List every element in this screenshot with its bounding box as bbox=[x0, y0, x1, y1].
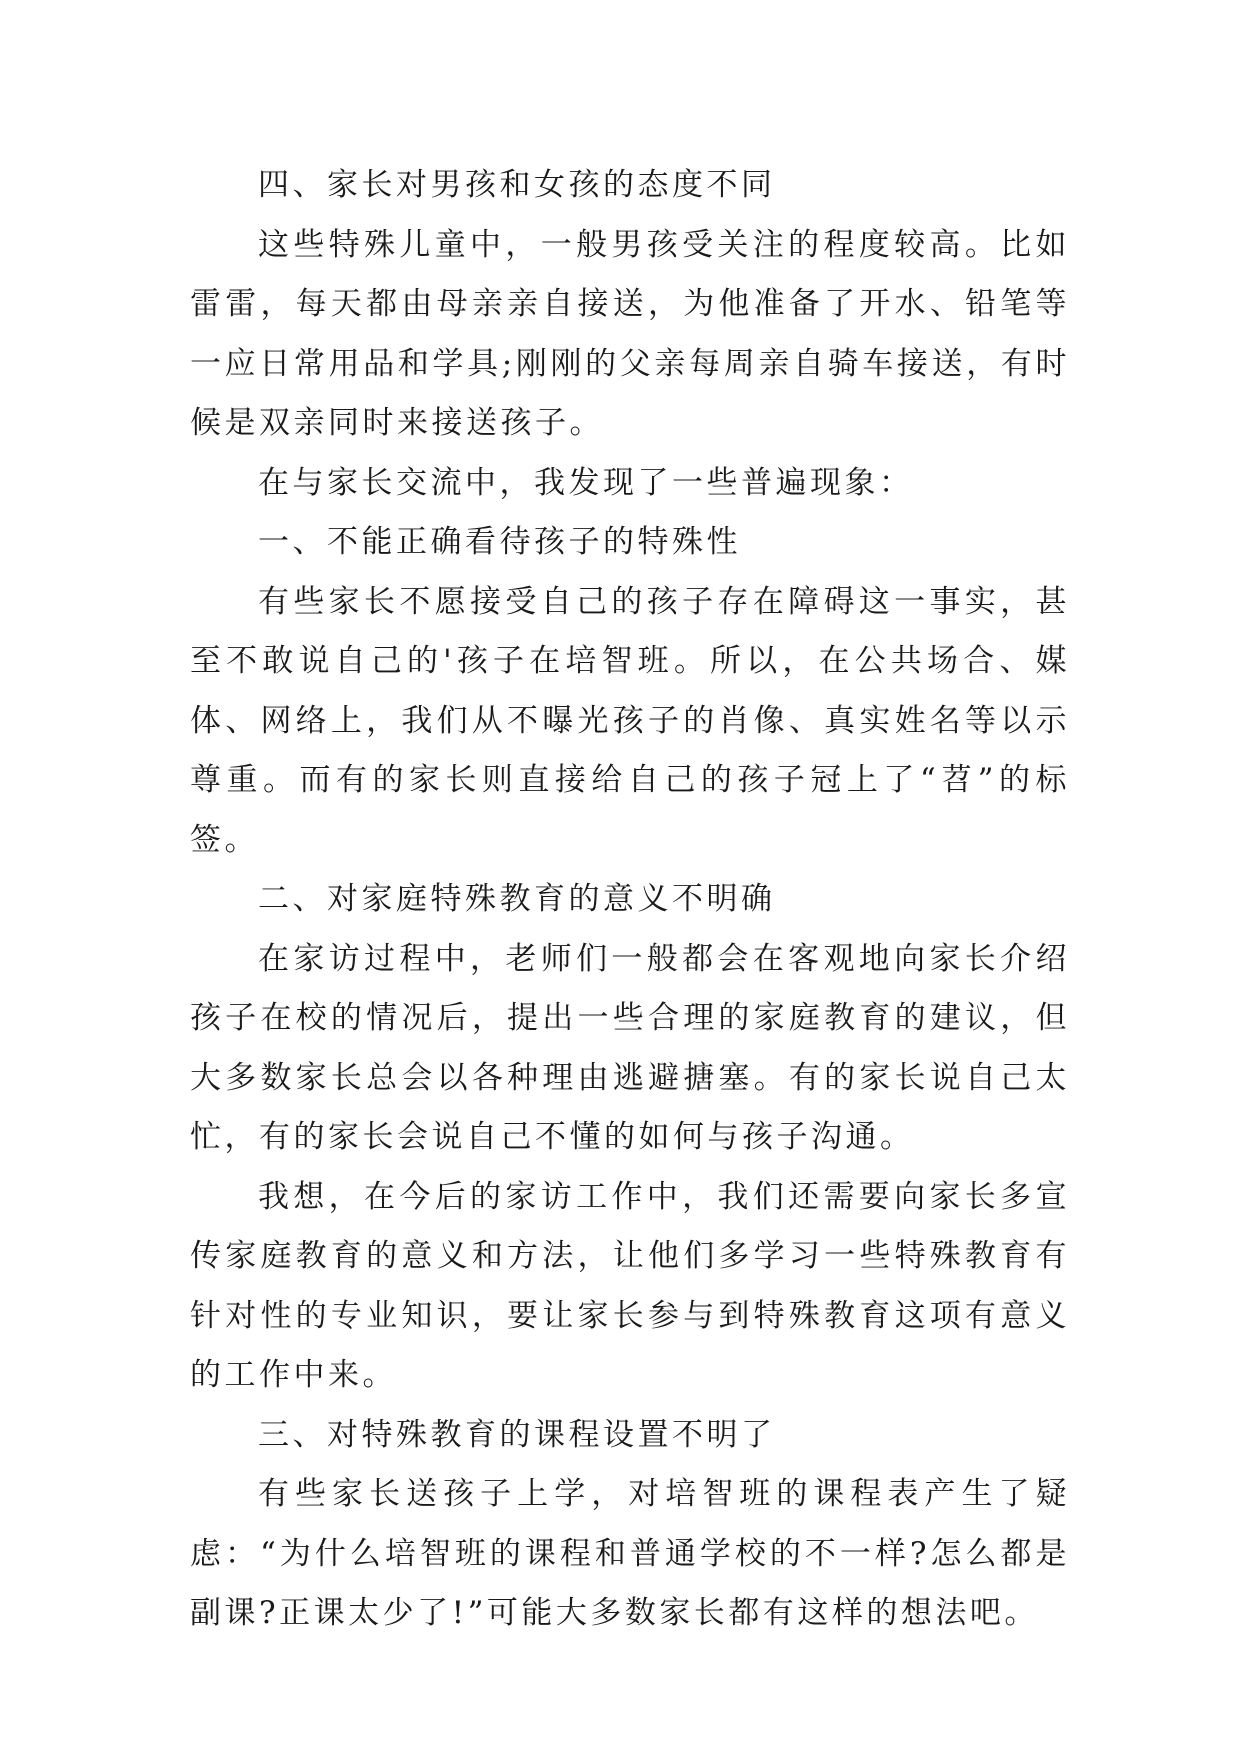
section-heading-2: 二、对家庭特殊教育的意义不明确 bbox=[258, 881, 776, 917]
paragraph: 有些家长不愿接受自己的孩子存在障碍这一事实，甚至不敢说自己的'孩子在培智班。所以，在公共场合、媒体、网络上，我们从不曝光孩子的肖像、真实姓名等以示尊重。而有的家长则直接给自己的孩子冠上了“苕”的标签。 bbox=[190, 583, 1070, 858]
section-heading-3: 三、对特殊教育的课程设置不明了 bbox=[258, 1416, 776, 1453]
paragraph: 这些特殊儿童中，一般男孩受关注的程度较高。比如雷雷，每天都由母亲亲自接送，为他准备了开水、铅笔等一应日常用品和学具;刚刚的父亲每周亲自骑车接送，有时候是双亲同时来接送孩子。 bbox=[190, 226, 1070, 441]
document-body bbox=[190, 156, 1070, 1644]
paragraph: 我想，在今后的家访工作中，我们还需要向家长多宣传家庭教育的意义和方法，让他们多学习一些特殊教育有针对性的专业知识，要让家长参与到特殊教育这项有意义的工作中来。 bbox=[190, 1178, 1070, 1393]
section-heading-1: 一、不能正确看待孩子的特殊性 bbox=[258, 524, 741, 560]
section-heading-4: 四、家长对男孩和女孩的态度不同 bbox=[258, 167, 776, 203]
paragraph: 有些家长送孩子上学，对培智班的课程表产生了疑虑：“为什么培智班的课程和普通学校的不一样?怎么都是副课?正课太少了!”可能大多数家长都有这样的想法吧。 bbox=[190, 1476, 1070, 1631]
paragraph: 在与家长交流中，我发现了一些普遍现象： bbox=[258, 464, 914, 501]
paragraph: 在家访过程中，老师们一般都会在客观地向家长介绍孩子在校的情况后，提出一些合理的家庭教育的建议，但大多数家长总会以各种理由逃避搪塞。有的家长说自己太忙，有的家长会说自己不懂的如何与孩子沟通。 bbox=[190, 940, 1070, 1155]
